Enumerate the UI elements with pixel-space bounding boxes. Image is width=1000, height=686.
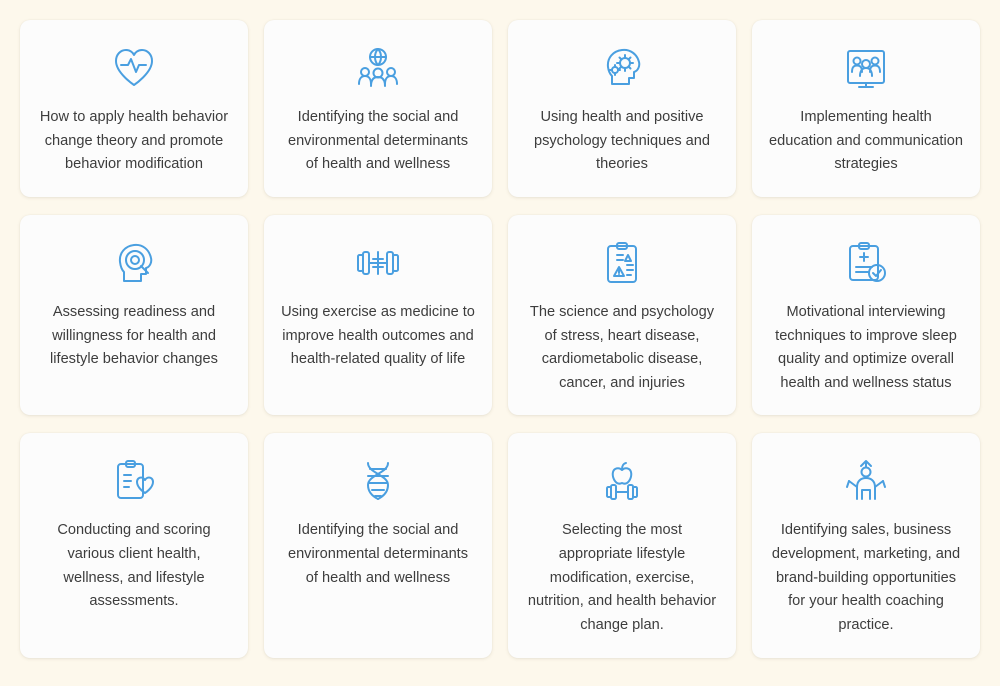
feature-card: [752, 433, 980, 657]
feature-card-text: Assessing readiness and willingness for health and lifestyle behavior changes: [50, 303, 218, 368]
feature-card-text: Identifying the social and environmental determinants of health and wellness: [287, 109, 469, 173]
feature-card-text: Using exercise as medicine to improve health outcomes and health-related quality of life: [281, 303, 475, 368]
feature-card: [264, 215, 492, 416]
head-gears-icon: [599, 42, 645, 94]
head-target-icon: [111, 237, 157, 289]
feature-card: [752, 20, 980, 197]
feature-card: [508, 20, 736, 197]
dumbbell-icon: [355, 237, 401, 289]
clipboard-alert-icon: [599, 237, 645, 289]
person-growth-icon: [843, 455, 889, 507]
clipboard-heart-icon: [111, 455, 157, 507]
globe-people-icon: [355, 42, 401, 94]
feature-card: [508, 215, 736, 416]
feature-card-text: How to apply health behavior change theory and promote behavior modification: [39, 109, 229, 173]
feature-card: [20, 215, 248, 416]
feature-card: [264, 433, 492, 657]
feature-card-text: Selecting the most appropriate lifestyle modification, exercise, nutrition, and health behavior change plan.: [527, 522, 717, 634]
feature-card-text: Implementing health education and communication strategies: [769, 109, 963, 173]
feature-card-text: Conducting and scoring various client health, wellness, and lifestyle assessments.: [57, 522, 211, 610]
dna-icon: [355, 455, 401, 507]
clipboard-check-medical-icon: [843, 237, 889, 289]
feature-card-text: Using health and positive psychology techniques and theories: [533, 109, 711, 173]
feature-card: [20, 20, 248, 197]
apple-dumbbell-icon: [599, 455, 645, 507]
group-presentation-icon: [843, 42, 889, 94]
feature-card-text: Motivational interviewing techniques to improve sleep quality and optimize overall health and wellness status: [775, 303, 957, 391]
feature-card-text: The science and psychology of stress, heart disease, cardiometabolic disease, cancer, and injuries: [529, 303, 715, 391]
feature-card-text: Identifying sales, business development, marketing, and brand-building opportunities for your health coaching practice.: [771, 522, 961, 634]
heart-pulse-icon: [111, 42, 157, 94]
feature-card: [20, 433, 248, 657]
feature-card-text: Identifying the social and environmental determinants of health and wellness: [287, 522, 469, 586]
feature-card: [752, 215, 980, 416]
feature-card: [264, 20, 492, 197]
feature-card: [508, 433, 736, 657]
